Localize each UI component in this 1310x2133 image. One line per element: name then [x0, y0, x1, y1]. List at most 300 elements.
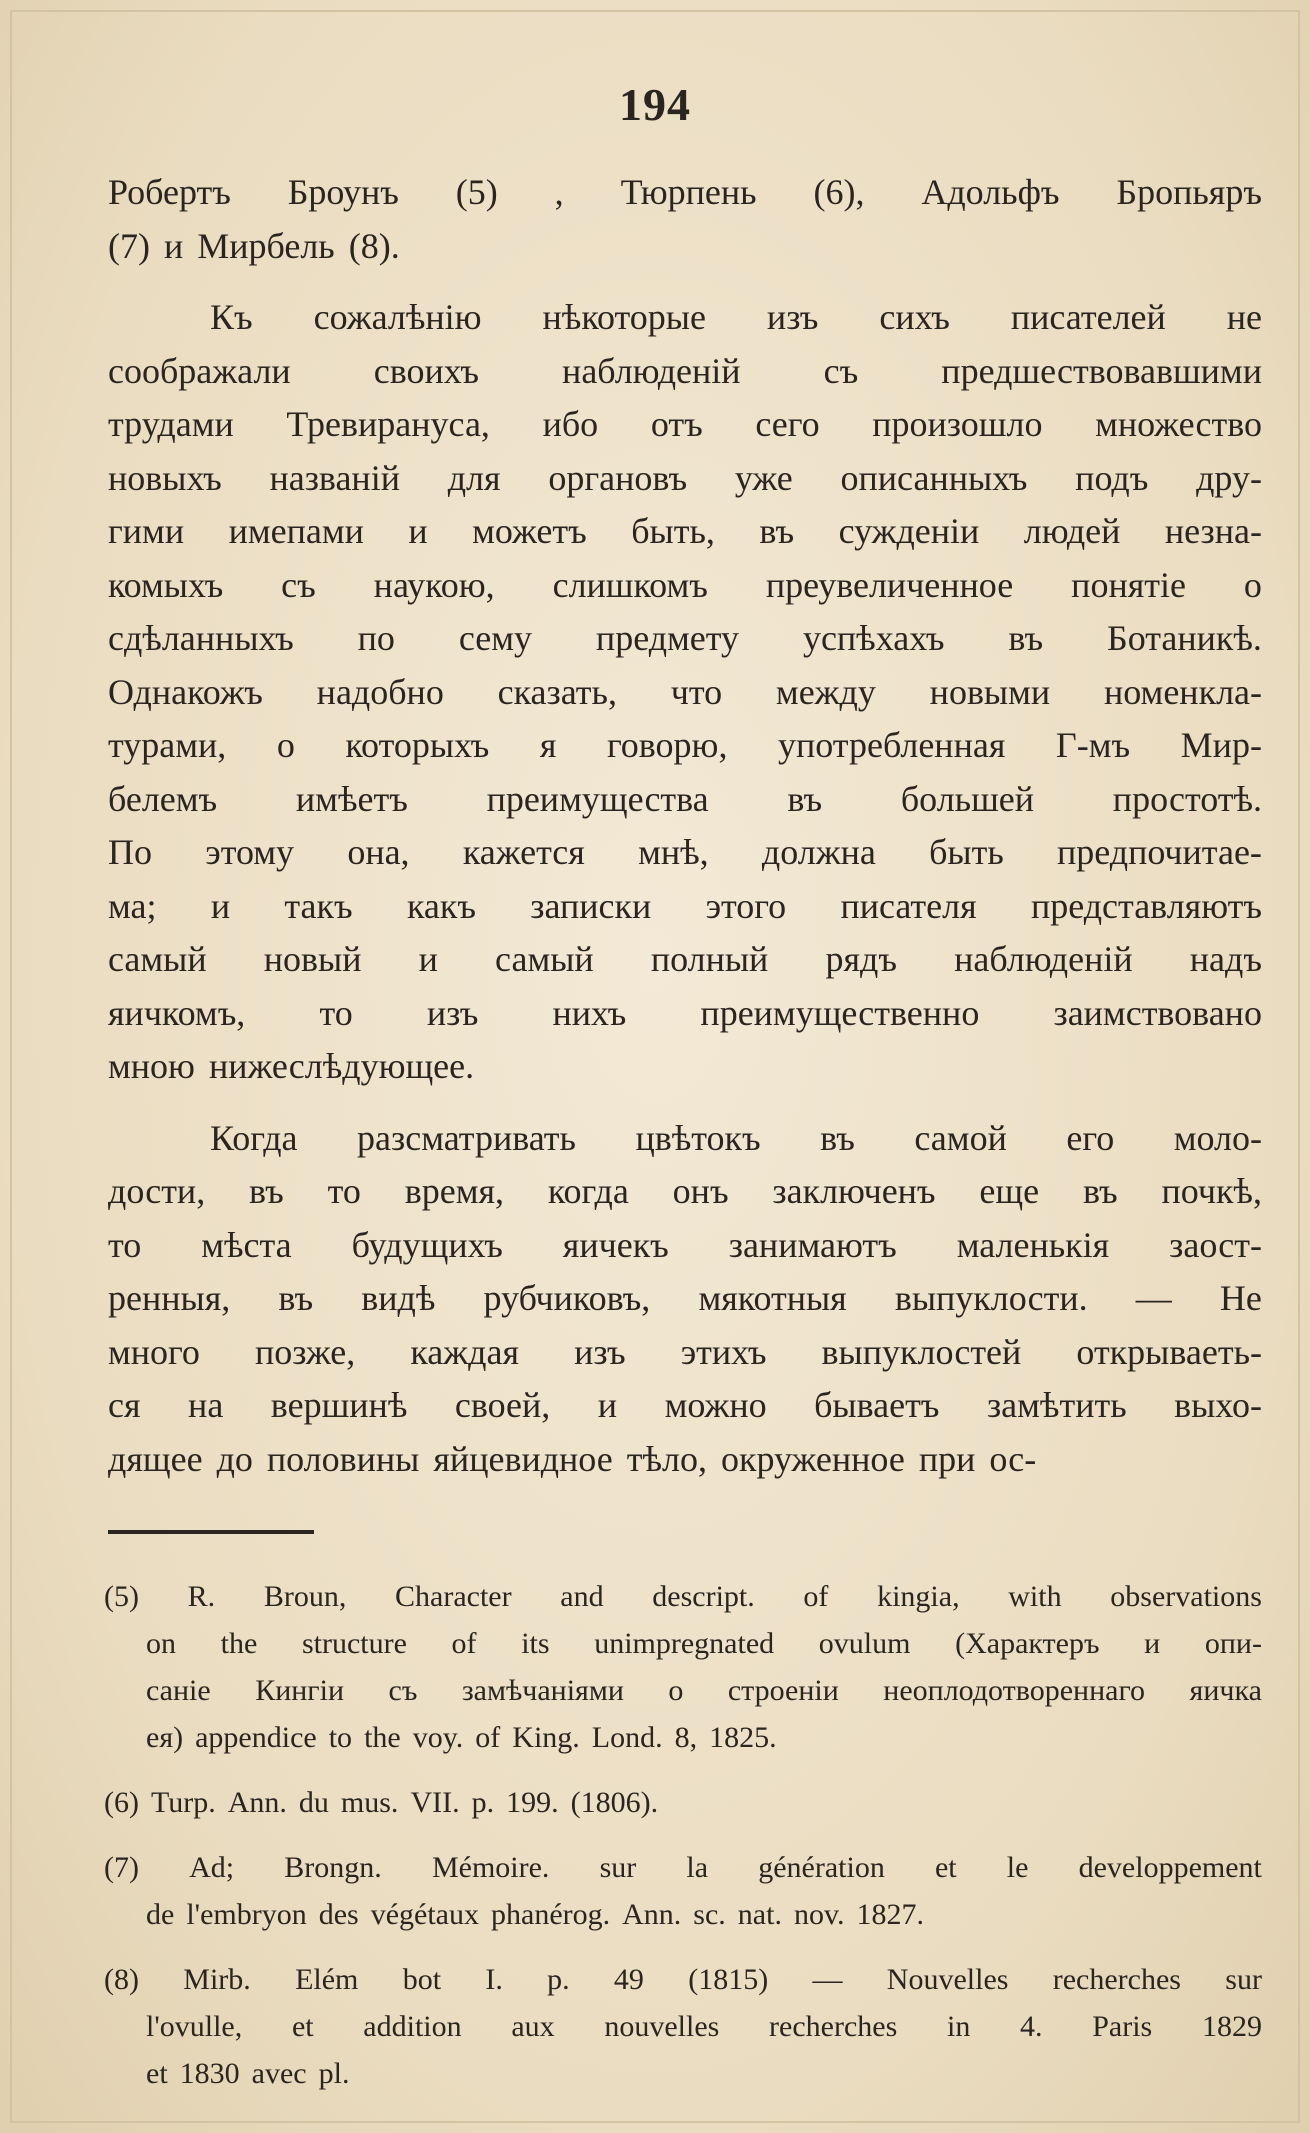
word: своей, — [454, 1385, 551, 1425]
word: номенкла- — [1103, 671, 1262, 712]
footnote-word: observations — [1110, 1580, 1262, 1613]
word: гими — [108, 511, 185, 551]
word: Къ — [210, 297, 253, 337]
word: ибо — [542, 404, 599, 444]
word: выхо- — [1174, 1385, 1262, 1425]
word: яичекъ — [562, 1224, 669, 1265]
word: (6), — [813, 172, 865, 212]
word: о — [1243, 564, 1262, 605]
footnote-word: aux — [511, 2010, 555, 2043]
word: яйцевидное — [433, 1438, 613, 1479]
word: слишкомъ — [552, 564, 708, 605]
word: нижеслѣдующее. — [208, 1046, 475, 1086]
footnote-word: to — [328, 1721, 353, 1754]
word: наблюденій — [954, 939, 1133, 979]
page-number: 194 — [619, 79, 691, 130]
footnote-word: its — [521, 1627, 550, 1660]
word: то — [108, 1224, 142, 1265]
footnote-word: Nouvelles — [886, 1963, 1009, 1996]
word: каждая — [410, 1331, 520, 1372]
word: уже — [734, 457, 793, 498]
word: успѣхахъ — [802, 618, 945, 658]
word: соображали — [108, 350, 291, 391]
word: ма; — [108, 885, 157, 926]
word: надобно — [316, 671, 444, 712]
text-line — [108, 612, 1262, 666]
word: въ — [820, 1117, 855, 1158]
footnote-word: (1806). — [570, 1786, 659, 1819]
text-line — [108, 1112, 1262, 1166]
footnote-word: l'ovulle, — [146, 2010, 243, 2043]
text-line — [108, 1433, 1262, 1487]
word: отъ — [650, 404, 703, 444]
footnote-word: végétaux — [370, 1898, 479, 1931]
footnote-word: 1830 — [179, 2057, 240, 2090]
footnote-word: kingia, — [877, 1580, 960, 1613]
footnote-word: I. — [485, 1963, 503, 1996]
word: представляютъ — [1030, 885, 1262, 926]
word: новыми — [929, 671, 1051, 712]
footnote-word: pl. — [318, 2057, 350, 2090]
word: множество — [1095, 404, 1262, 444]
word: подъ — [1075, 457, 1149, 498]
word: позже, — [255, 1331, 356, 1372]
word: органовъ — [548, 457, 688, 498]
word: должна — [761, 832, 876, 872]
word: и — [408, 511, 428, 551]
word: то — [327, 1171, 361, 1211]
word: , — [554, 172, 564, 212]
word: о — [276, 725, 295, 765]
word: Мирбель — [197, 225, 335, 266]
word: сихъ — [879, 297, 950, 337]
word: Мир- — [1180, 725, 1262, 765]
footnote-word: 8, — [674, 1721, 698, 1754]
word: вершинѣ — [270, 1385, 408, 1425]
word: употребленная — [778, 725, 1006, 765]
word: дости, — [108, 1171, 206, 1211]
word: Броунъ — [287, 172, 399, 212]
word: онъ — [672, 1171, 729, 1211]
word: быть, — [631, 511, 715, 551]
word: Робертъ — [108, 172, 231, 212]
footnote-word: developpement — [1078, 1851, 1262, 1884]
text-line — [108, 1326, 1262, 1380]
word: надъ — [1189, 939, 1262, 979]
word: новыхъ — [108, 457, 222, 498]
word: говорю, — [606, 725, 728, 765]
word: для — [447, 457, 501, 498]
footnote-line — [104, 2050, 1262, 2097]
word: этого — [705, 885, 787, 926]
footnote-word: Mirb. — [183, 1963, 251, 1996]
text-line — [108, 1165, 1262, 1219]
word: писателя — [840, 885, 977, 926]
word: его — [1066, 1117, 1115, 1158]
word: между — [775, 671, 876, 712]
word: преимущества — [486, 778, 709, 819]
footnote-word: appendice — [195, 1721, 317, 1754]
word: тѣло, — [626, 1438, 707, 1479]
word: замѣтить — [986, 1385, 1127, 1425]
word: Когда — [210, 1117, 298, 1158]
footnote-word: Ann. — [622, 1898, 682, 1931]
word: можно — [664, 1385, 767, 1425]
word: Бропьяръ — [1116, 172, 1262, 212]
word: этихъ — [680, 1331, 767, 1372]
footnote — [104, 1573, 1262, 1761]
text-line — [108, 719, 1262, 773]
footnote-word: ovulum — [818, 1627, 911, 1660]
word: (5) — [455, 172, 498, 212]
footnote-word: (5) — [104, 1580, 139, 1613]
word: заимствовано — [1053, 992, 1262, 1033]
paragraph — [108, 291, 1262, 1094]
word: съ — [281, 564, 316, 605]
word: турами, — [108, 725, 227, 765]
footnote-word: саніе — [146, 1674, 211, 1707]
footnote-word: du — [298, 1786, 329, 1819]
paragraph — [108, 166, 1262, 273]
footnote-line — [104, 1844, 1262, 1891]
paragraph — [108, 1112, 1262, 1487]
word: Не — [1219, 1278, 1262, 1318]
footnote-word: bot — [402, 1963, 442, 1996]
footnote-word: et — [146, 2057, 168, 2090]
word: и — [418, 939, 438, 979]
footnote-line — [104, 1891, 1262, 1938]
word: кажется — [462, 832, 585, 872]
word: которыхъ — [345, 725, 490, 765]
word: полный — [650, 939, 769, 979]
word: по — [357, 618, 395, 658]
word: названій — [269, 457, 400, 498]
footnote-word: voy. — [412, 1721, 464, 1754]
word: я — [539, 725, 557, 765]
word: сказать, — [497, 671, 617, 712]
word: самый — [108, 939, 207, 979]
text-line — [108, 773, 1262, 827]
word: писателей — [1010, 297, 1166, 337]
footnote-word: and — [560, 1580, 604, 1613]
footnote-word: Mémoire. — [431, 1851, 550, 1884]
word: такъ — [284, 885, 353, 926]
body-text — [108, 166, 1262, 1486]
word: нѣкоторые — [542, 297, 706, 337]
word: — — [1135, 1278, 1172, 1318]
word: и — [597, 1385, 618, 1425]
word: заключенъ — [772, 1171, 936, 1211]
footnote-word: яичка — [1189, 1674, 1262, 1707]
word: когда — [547, 1171, 629, 1211]
word: простотѣ. — [1112, 778, 1262, 819]
footnote-word: неоплодотвореннаго — [883, 1674, 1146, 1707]
word: нихъ — [552, 992, 627, 1033]
word: въ — [249, 1171, 284, 1211]
text-line — [108, 1040, 1262, 1094]
footnote-line — [104, 1667, 1262, 1714]
footnote-word: King. — [512, 1721, 580, 1754]
word: какъ — [406, 885, 476, 926]
word: Тревирануса, — [286, 404, 490, 444]
footnote-word: on — [146, 1627, 176, 1660]
word: и — [210, 885, 231, 926]
word: имѣетъ — [295, 778, 408, 819]
word: сожалѣнію — [313, 297, 482, 337]
word: мякотныя — [698, 1278, 847, 1318]
footnote-line — [104, 1620, 1262, 1667]
word: въ — [278, 1278, 314, 1318]
word: мѣста — [201, 1224, 292, 1265]
footnote-word: Кингіи — [255, 1674, 345, 1707]
footnote-word: la — [686, 1851, 709, 1884]
text-line — [108, 166, 1262, 220]
footnote-line — [104, 1714, 1262, 1761]
footnote-word: structure — [301, 1627, 407, 1660]
footnote-word: (8) — [104, 1963, 139, 1996]
footnote-word: съ — [388, 1674, 418, 1707]
footnote-word: 4. — [1020, 2010, 1043, 2043]
word: видѣ — [361, 1278, 436, 1318]
footnote-word: l'embryon — [186, 1898, 307, 1931]
footnote-word: строеніи — [727, 1674, 839, 1707]
text-line — [108, 987, 1262, 1041]
footnote-word: le — [1006, 1851, 1029, 1884]
footnote-line — [104, 1779, 1262, 1826]
word: произошло — [872, 404, 1043, 444]
footnote-word: nouvelles — [604, 2010, 720, 2043]
word: имепами — [228, 511, 364, 551]
footnote-word: замѣчаніями — [461, 1674, 624, 1707]
text-line — [108, 220, 1262, 274]
word: сужденіи — [838, 511, 980, 551]
text-line — [108, 505, 1262, 559]
word: незна- — [1164, 511, 1262, 551]
footnote-word: descript. — [652, 1580, 755, 1613]
text-line — [108, 559, 1262, 613]
text-line — [108, 345, 1262, 399]
footnotes — [104, 1573, 1262, 2115]
word: и — [163, 225, 184, 266]
footnote-word: о — [668, 1674, 684, 1707]
footnote-word: unimpregnated — [594, 1627, 775, 1660]
word: записки — [530, 885, 652, 926]
word: при — [918, 1438, 976, 1479]
word: изъ — [574, 1331, 626, 1372]
word: (7) — [108, 225, 150, 266]
footnote-word: phanérog. — [491, 1898, 611, 1931]
footnote-word: 199. — [506, 1786, 559, 1819]
word: преимущественно — [700, 992, 980, 1033]
footnote-word: sur — [1225, 1963, 1262, 1996]
footnote-word: des — [318, 1898, 359, 1931]
footnote-word: Turp. — [150, 1786, 216, 1819]
footnote-word: of — [803, 1580, 829, 1613]
footnote-word: — — [812, 1963, 843, 1996]
word: маленькія — [956, 1224, 1110, 1265]
word: выпуклостей — [821, 1331, 1022, 1372]
word: изъ — [766, 297, 819, 337]
footnote-word: de — [146, 1898, 175, 1931]
footnote-word: Paris — [1092, 2010, 1153, 2043]
footnote-divider — [108, 1530, 314, 1534]
footnote-word: mus. — [340, 1786, 399, 1819]
footnote-word: 1825. — [709, 1721, 777, 1754]
footnote-word: R. — [187, 1580, 216, 1613]
word: Тюрпень — [620, 172, 757, 212]
footnote-word: и — [1144, 1627, 1161, 1660]
word: окруженное — [720, 1438, 905, 1479]
word: до — [216, 1438, 253, 1479]
word: заост- — [1169, 1224, 1262, 1265]
word: ренныя, — [108, 1278, 231, 1318]
footnote-word: in — [946, 2010, 971, 2043]
footnote-word: with — [1008, 1580, 1062, 1613]
word: дящее — [108, 1438, 203, 1479]
footnote-word: VII. — [410, 1786, 460, 1819]
word: еще — [979, 1171, 1040, 1211]
word: дру- — [1196, 457, 1262, 498]
footnote-word: Ad; — [189, 1851, 235, 1884]
word: предмету — [595, 618, 740, 658]
footnote-line — [104, 1956, 1262, 2003]
text-line — [108, 933, 1262, 987]
paragraph-gap — [108, 273, 1262, 291]
word: наукою, — [373, 564, 495, 605]
word: на — [188, 1385, 224, 1425]
word: Однакожъ — [108, 671, 263, 712]
word: трудами — [108, 404, 234, 444]
word: моло- — [1173, 1117, 1262, 1158]
word: этому — [205, 832, 295, 872]
footnote-word: sur — [599, 1851, 637, 1884]
word: рубчиковъ, — [483, 1278, 651, 1318]
footnote — [104, 1779, 1262, 1826]
word: самой — [914, 1117, 1007, 1158]
footnote-word: (1815) — [688, 1963, 769, 1996]
word: понятіе — [1071, 564, 1186, 605]
word: въ — [787, 778, 823, 819]
word: въ — [1008, 618, 1044, 658]
word: предпочитае- — [1057, 832, 1262, 872]
word: что — [670, 671, 723, 712]
text-line — [108, 880, 1262, 934]
footnote — [104, 1844, 1262, 1938]
word: Ботаникѣ. — [1107, 618, 1262, 658]
word: она, — [347, 832, 410, 872]
footnote-line — [104, 2003, 1262, 2050]
text-line — [108, 291, 1262, 345]
footnote-word: recherches — [1052, 1963, 1181, 1996]
footnote-word: опи- — [1204, 1627, 1262, 1660]
word: большей — [900, 778, 1035, 819]
footnote-word: recherches — [769, 2010, 898, 2043]
footnote-word: et — [934, 1851, 957, 1884]
footnote-word: ея) — [146, 1721, 184, 1754]
word: время, — [404, 1171, 505, 1211]
footnote-word: 1829 — [1201, 2010, 1262, 2043]
word: белемъ — [108, 778, 218, 819]
footnote-word: nov. — [793, 1898, 845, 1931]
word: мною — [108, 1046, 195, 1086]
text-line — [108, 398, 1262, 452]
text-line — [108, 826, 1262, 880]
footnote-word: of — [451, 1627, 477, 1660]
word: самый — [495, 939, 594, 979]
word: разсматривать — [357, 1117, 576, 1158]
footnote-word: (7) — [104, 1851, 139, 1884]
footnote-word: (6) — [104, 1786, 139, 1819]
text-line — [108, 1379, 1262, 1433]
word: открываеть- — [1076, 1331, 1262, 1372]
word: сего — [755, 404, 820, 444]
text-line — [108, 452, 1262, 506]
word: По — [108, 832, 152, 872]
word: сему — [458, 618, 533, 658]
word: описанныхъ — [840, 457, 1028, 498]
footnote-word: et — [291, 2010, 314, 2043]
word: предшествовавшими — [941, 350, 1262, 391]
word: много — [108, 1331, 200, 1372]
word: яичкомъ, — [108, 992, 246, 1033]
footnote-word: Brongn. — [284, 1851, 382, 1884]
word: цвѣтокъ — [635, 1117, 761, 1158]
text-line — [108, 1219, 1262, 1273]
word: изъ — [426, 992, 479, 1033]
footnote-word: Broun, — [263, 1580, 347, 1613]
footnote-word: of — [475, 1721, 501, 1754]
footnote-word: p. — [471, 1786, 495, 1819]
word: наблюденій — [562, 350, 741, 391]
word: мнѣ, — [638, 832, 709, 872]
word: половины — [266, 1438, 420, 1479]
word: въ — [1082, 1171, 1118, 1211]
word: Адольфъ — [921, 172, 1060, 212]
word: въ — [759, 511, 795, 551]
footnote-word: avec — [251, 2057, 307, 2090]
word: рядъ — [825, 939, 897, 979]
word: новый — [263, 939, 362, 979]
paragraph-gap — [108, 1094, 1262, 1112]
footnote-word: 49 — [613, 1963, 644, 1996]
word: людей — [1023, 511, 1121, 551]
footnote-word: the — [364, 1721, 401, 1754]
footnote-word: Lond. — [591, 1721, 663, 1754]
footnote-word: sc. — [693, 1898, 726, 1931]
footnote-word: Elém — [295, 1963, 359, 1996]
footnote-line — [104, 1573, 1262, 1620]
footnote-word: the — [220, 1627, 258, 1660]
footnote-word: p. — [547, 1963, 570, 1996]
word: бываетъ — [814, 1385, 940, 1425]
word: занимаютъ — [728, 1224, 897, 1265]
footnote — [104, 1956, 1262, 2097]
word: ос- — [989, 1438, 1037, 1479]
text-line — [108, 666, 1262, 720]
word: своихъ — [373, 350, 479, 391]
word: можетъ — [472, 511, 587, 551]
word: почкѣ, — [1161, 1171, 1262, 1211]
footnote-word: nat. — [737, 1898, 782, 1931]
word: съ — [823, 350, 859, 391]
word: Г-мъ — [1055, 725, 1131, 765]
footnote-word: 1827. — [856, 1898, 925, 1931]
word: выпуклости. — [894, 1278, 1088, 1318]
word: быть — [929, 832, 1004, 872]
footnote-word: Character — [395, 1580, 512, 1613]
footnote-word: addition — [363, 2010, 462, 2043]
word: комыхъ — [108, 564, 224, 605]
